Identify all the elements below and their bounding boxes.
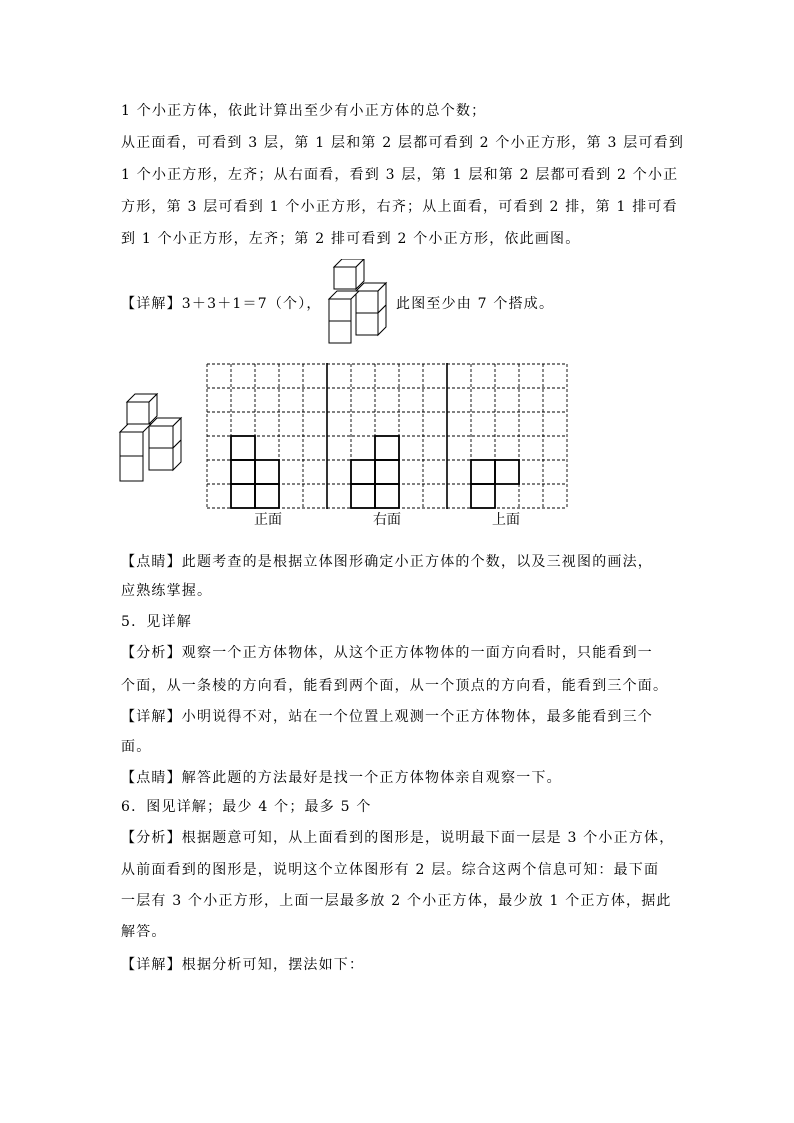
line-q6-1: 【分析】根据题意可知，从上面看到的图形是，说明最下面一层是 3 个小正方体，: [121, 830, 675, 846]
line-comment-1: 【点睛】此题考查的是根据立体图形确定小正方体的个数，以及三视图的画法，: [121, 554, 653, 570]
question-6-title: 6．图见详解；最少 4 个；最多 5 个: [121, 799, 372, 815]
line-q6-4: 解答。: [121, 924, 167, 940]
line-q6-5: 【详解】根据分析可知，摆法如下：: [121, 957, 365, 973]
line-4: 方形，第 3 层可看到 1 个小正方形，右齐；从上面看，可看到 2 排，第 1 排可看: [121, 199, 678, 215]
three-view-grid: [206, 363, 568, 511]
line-q6-2: 从前面看到的图形是，说明这个立体图形有 2 层。综合这两个信息可知：最下面: [121, 862, 660, 878]
line-1: 1 个小正方体，依此计算出至少有小正方体的总个数；: [121, 103, 487, 119]
line-5: 到 1 个小正方形，左齐；第 2 排可看到 2 个小正方形，依此画图。: [121, 231, 581, 247]
detail-line-continuation: 此图至少由 7 个搭成。: [396, 296, 555, 312]
line-q6-3: 一层有 3 个小正方形，上面一层最多放 2 个小正方体，最少放 1 个正方体，据此: [121, 893, 672, 909]
top-view-label: 上面: [492, 512, 520, 528]
line-q5-2: 个面，从一条棱的方向看，能看到两个面，从一个顶点的方向看，能看到三个面。: [121, 678, 669, 694]
cube-stack-figure-small: [326, 259, 396, 347]
front-view-shape: [231, 436, 279, 508]
top-view-shape: [471, 460, 519, 508]
line-q5-1: 【分析】观察一个正方体物体，从这个正方体物体的一面方向看时，只能看到一: [121, 645, 653, 661]
right-view-label: 右面: [373, 512, 401, 528]
cube-stack-figure: [117, 393, 189, 485]
line-q5-4: 面。: [121, 739, 152, 755]
right-view-shape: [351, 436, 399, 508]
line-comment-2: 应熟练掌握。: [121, 583, 213, 599]
question-5-title: 5．见详解: [121, 614, 192, 630]
line-3: 1 个小正方形，左齐；从右面看，看到 3 层，第 1 层和第 2 层都可看到 2 个小正: [121, 167, 679, 183]
line-q5-3: 【详解】小明说得不对，站在一个位置上观测一个正方体物体，最多能看到三个: [121, 709, 653, 725]
detail-line: 【详解】3＋3＋1＝7（个），: [121, 296, 322, 312]
line-q5-5: 【点睛】解答此题的方法最好是找一个正方体物体亲自观察一下。: [121, 770, 562, 786]
line-2: 从正面看，可看到 3 层，第 1 层和第 2 层都可看到 2 个小正方形，第 3 层可看到: [121, 135, 685, 151]
front-view-label: 正面: [254, 512, 282, 528]
